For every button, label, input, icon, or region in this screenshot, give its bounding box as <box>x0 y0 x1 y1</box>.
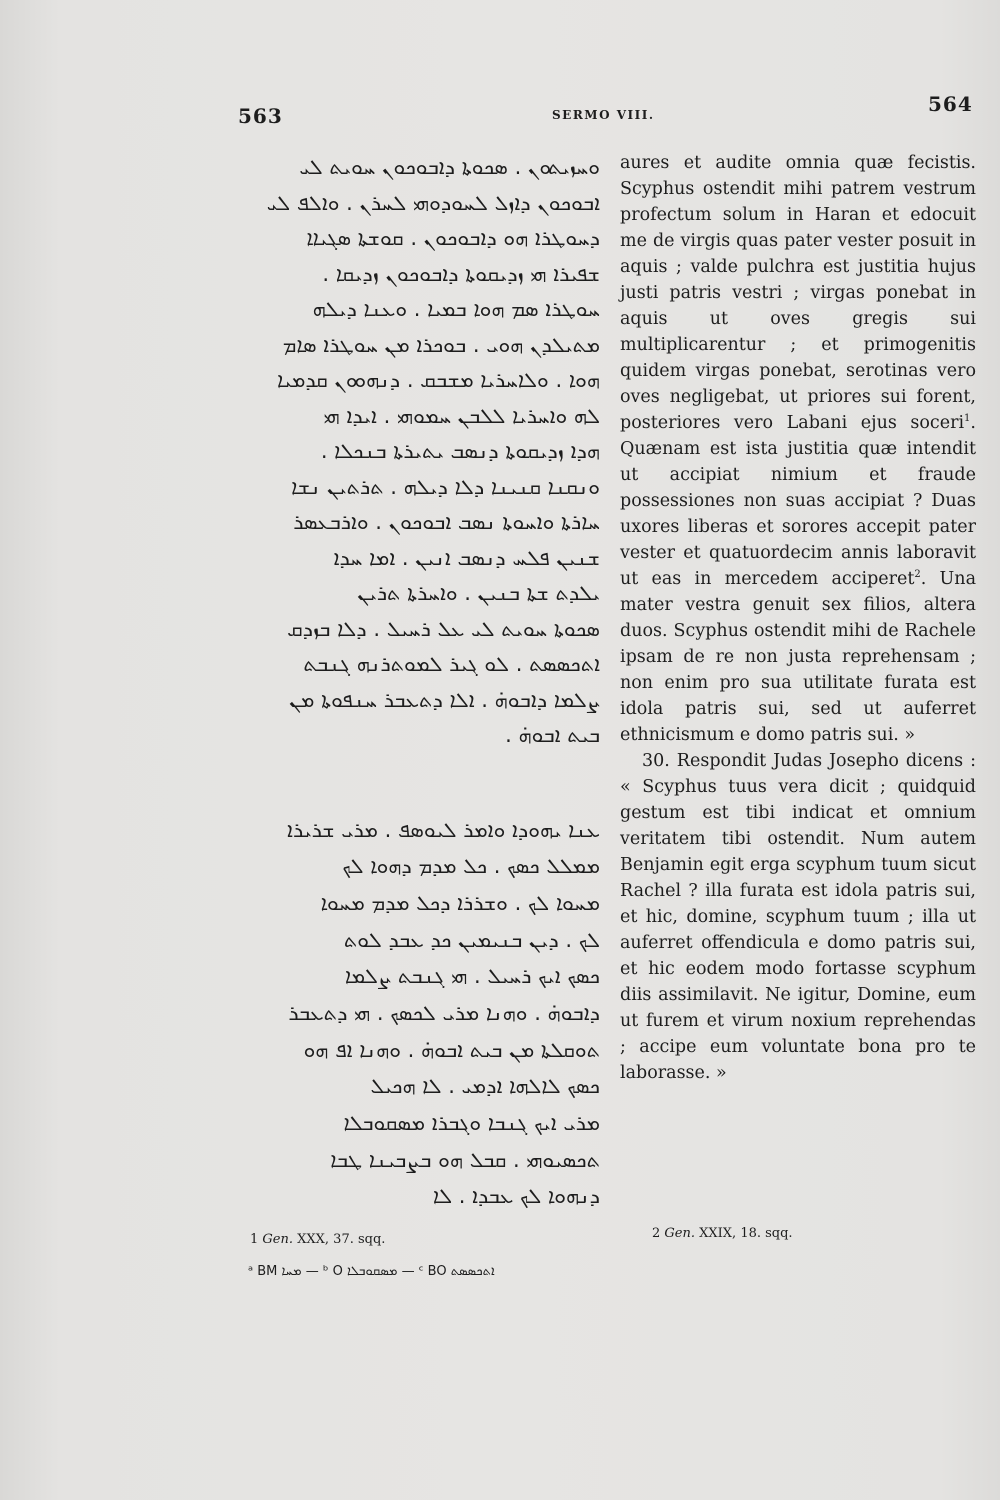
syriac-line: ܕܚܘܛܪܐ ܗܘ ܕܐܒܘܟܘܢ . ܩܘܫܬܐ ܣܓܝܐܐ <box>306 226 600 250</box>
syriac-line: ܝܠܕܬ ܫܬܐ ܒܢܝܢ . ܘܐܚܪܬܐ ܬܪܝܢ <box>357 581 600 605</box>
latin-paragraph-1: aures et audite omnia quæ fecistis. Scyphus ostendit mihi patrem vestrum profectum solum in Haran et edocuit me de virgis quas pater vester posuit in aquis ; valde pulchra est justitia hujus justi patris vestri ; virgas ponebat in aquis ut oves gregis sui multiplicarentur ; et primogenitis quidem virgas ponebat, serotinas vero oves negligebat, ut priores sui forent, posteriores vero Labani ejus soceri$^1$. Quænam est ista justitia quæ intendit ut accipiat nimium et fraude possessiones non suas accipiat ? Duas uxores liberas et sorores accepit pater vester et quatuordecim annis laboravit ut eas in mercedem acciperet$^2$. Una mater vestra genuit sex filios, altera duos. Scyphus ostendit mihi de Rachele ipsam de re non justa reprehensam ; non enim pro sua utilitate furata est idola patris sui, sed ut auferret ethnicismum e domo patris sui. » <box>620 153 976 745</box>
footnote-marker-1: 1 <box>964 413 971 425</box>
footnote-text: XXX, 37. sqq. <box>293 1232 386 1247</box>
syriac-line: ܬܘܩܠܬܐ ܡܢ ܒܝܬ ܐܒܘܗ̇ . ܘܗܢܐ ܐܦ ܗܘ <box>303 1037 600 1062</box>
syriac-line: ܡܡܠܠ ܟܣܟ . ܟܠ ܡܕܡ ܕܗܘܐ ܠܟ <box>342 854 600 879</box>
syriac-paragraph-2 <box>236 812 600 1216</box>
syriac-line: ܡܚܘܐ ܠܟ . ܘܫܪܪܐ ܕܟܠ ܡܕܡ ܡܚܘܐ <box>320 890 600 915</box>
syriac-line: ܫܦܝܪܐ ܗܝ ܙܕܝܩܘܬܐ ܕܐܒܘܟܘܢ ܙܕܝܩܐ . <box>322 261 600 286</box>
syriac-line: ܨܠܡܐ ܕܐܒܘܗ̇ . ܐܠܐ ܕܬܥܒܪ ܚܢܦܘܬܐ ܡܢ <box>289 687 600 712</box>
footnote-text: XXIX, 18. sqq. <box>695 1226 793 1241</box>
latin-paragraph-2: 30. Respondit Judas Josepho dicens : « Scyphus tuus vera dicit ; quidquid gestum est tibi indicat et omnium veritatem tibi ostendit. Num autem Benjamin egit erga scyphum tuum sicut Rachel ? illa furata est idola patris sui, et hic, domine, scyphum tuum ; illa ut auferret offendicula e domo patris sui, et hic eodem modo fortasse scyphum diis assimilavit. Ne igitur, Domine, eum ut furem et virum noxium reprehendas ; accipe eum voluntate bona pro te laborasse. » <box>620 751 976 1083</box>
footnote-number: 1 <box>250 1232 259 1247</box>
syriac-line: ܗܘܐ . ܘܠܐܚܪܝܐ ܡܫܒܩ . ܕܢܗܘܘܢ ܩܕܡܝܐ <box>276 368 600 392</box>
syriac-line: ܐܬܟܣܣܬ . ܠܘ ܓܝܪ ܠܡܘܬܪܢܗ ܓܢܒܬ <box>303 652 600 676</box>
footnote-ref: Gen. <box>262 1232 294 1247</box>
syriac-line: ܫܢܝܢ ܦܠܚ ܕܢܣܒ ܐܢܝܢ . ܐܡܐ ܚܕܐ <box>333 545 600 570</box>
syriac-line: ܥܢܐ ܝܗܘܕܐ ܘܐܡܪ ܠܝܘܣܦ . ܡܪܝ ܫܪܝܪܐ <box>287 817 600 842</box>
running-head: SERMO VIII. <box>552 108 655 122</box>
syriac-line: ܘܢܩܢܐ ܩܢܝܢܐ ܕܠܐ ܕܝܠܗ . ܬܪܬܝܢ ܢܫܐ <box>291 474 600 499</box>
footnote-ref: Gen. <box>664 1226 696 1241</box>
latin-column <box>620 150 976 1086</box>
page-number-right: 564 <box>928 92 973 116</box>
syriac-line: ܡܪܝ ܐܝܟ ܓܢܒܐ ܘܓܒܪܐ ܡܣܩܘܒܠܐ <box>343 1111 600 1135</box>
syriac-line: ܬܟܣܝܘܗܝ . ܩܒܠ ܗܘ ܒܨܒܝܢܐ ܛܒܐ <box>330 1147 600 1172</box>
syriac-line: ܒܝܬ ܐܒܘܗ̇ . <box>505 723 600 747</box>
variant-readings: ᵃ BM ܡܚܐ — ᵇ O ܡܣܩܘܒܠܐ — ᶜ BO ܐܬܟܣܣܬ <box>248 1264 495 1279</box>
syriac-line: ܟܣܟ ܐܝܟ ܪܚܝܠ . ܗܝ ܓܢܒܬ ܨܠܡܐ <box>344 964 600 989</box>
syriac-paragraph-1 <box>236 150 600 754</box>
syriac-line: ܚܐܪܬܐ ܘܐܚܘܬܐ ܢܣܒ ܐܒܘܟܘܢ . ܘܐܪܒܥܣܪ <box>293 510 600 534</box>
syriac-line: ܠܗ ܘܐܚܪܝܐ ܠܠܒܢ ܚܡܘܗܝ . ܐܝܕܐ ܗܝ <box>323 403 600 428</box>
syriac-line: ܕܐܒܘܗ̇ . ܘܗܢܐ ܡܪܝ ܠܟܣܟ . ܗܝ ܕܬܥܒܪ <box>288 1000 600 1025</box>
syriac-line: ܣܟܘܬܐ ܚܘܝܬ ܠܝ ܥܠ ܪܚܝܠ . ܕܠܐ ܒܙܕܩ <box>287 616 600 641</box>
syriac-line: ܠܟ . ܕܝܢ ܒܢܝܡܝܢ ܟܕ ܥܒܕ ܠܘܬ <box>343 927 600 952</box>
syriac-line: ܕܢܗܘܐ ܠܟ ܥܒܕܐ . ܠܐ <box>432 1184 600 1209</box>
syriac-line: ܐܒܘܟܘܢ ܕܐܙܠ ܠܚܘܕܘܗܝ ܠܚܪܢ . ܘܐܠܦ ܠܝ <box>266 190 600 215</box>
syriac-column <box>236 150 600 1215</box>
footnote-left <box>250 1232 385 1247</box>
footnote-right <box>652 1226 793 1241</box>
syriac-line: ܟܣܟ ܠܐܠܗܐ ܐܕܡܝ . ܠܐ ܗܟܝܠ <box>370 1074 600 1099</box>
syriac-line: ܡܬܝܠܕܢ ܗܘܝ . ܒܘܟܪܐ ܡܢ ܚܘܛܪܐ ܣܐܡ <box>282 332 600 357</box>
syriac-line: ܘܚܙܝܬܘܢ . ܣܟܘܬܐ ܕܐܒܘܟܘܢ ܚܘܝܬ ܠܝ <box>299 155 600 179</box>
footnote-marker-2: 2 <box>914 569 921 581</box>
syriac-line: ܗܕܐ ܙܕܝܩܘܬܐ ܕܢܣܒ ܝܬܝܪܬܐ ܒܢܟܠܐ . <box>320 439 600 463</box>
footnote-number: 2 <box>652 1226 661 1241</box>
syriac-line: ܚܘܛܪܐ ܣܡ ܗܘܐ ܒܡܝܐ . ܘܥܢܐ ܕܝܠܗ <box>312 297 600 321</box>
page-number-left: 563 <box>238 104 283 128</box>
